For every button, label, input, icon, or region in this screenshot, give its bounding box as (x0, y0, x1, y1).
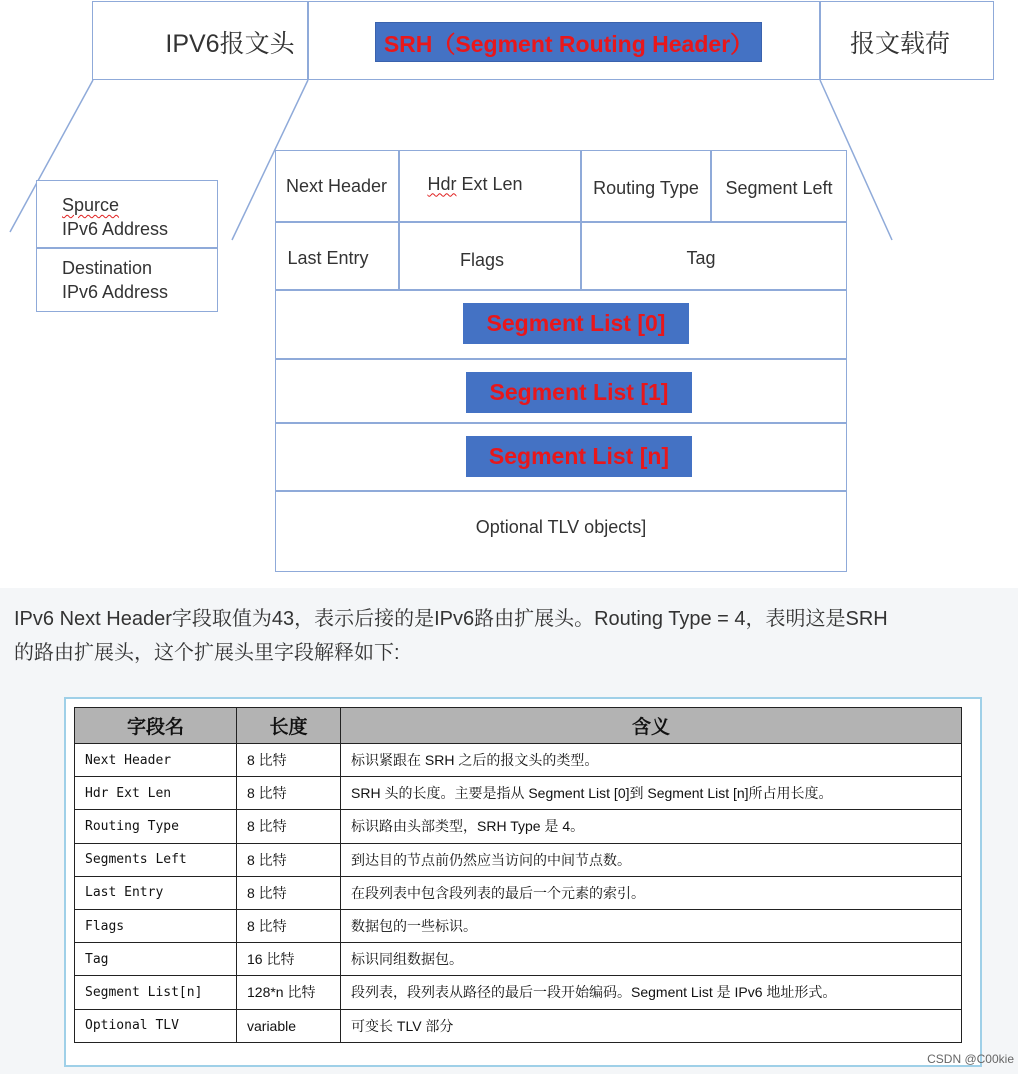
ipv6-header-label: IPV6报文头 (165, 30, 295, 58)
table-header-row (75, 708, 962, 744)
cell-field-name: Segments Left (75, 843, 237, 876)
description-text (14, 602, 1018, 674)
source-line2: IPv6 Address (62, 219, 169, 239)
col-header-field-name: 字段名 (75, 708, 237, 744)
cell-field-name: Routing Type (75, 810, 237, 843)
hdr-word: Hdr (427, 173, 457, 194)
cell-meaning: SRH 头的长度。主要是指从 Segment List [0]到 Segment List [n]所占用长度。 (341, 777, 962, 810)
cell-meaning: 数据包的一些标识。 (341, 909, 962, 942)
field-table-frame (64, 697, 982, 1067)
table-row (75, 810, 962, 843)
table-body (75, 744, 962, 1043)
field-last-entry: Last Entry (287, 247, 369, 268)
cell-field-name: Segment List[n] (75, 976, 237, 1009)
table-row (75, 943, 962, 976)
bar-divider-right (819, 1, 821, 80)
cell-meaning: 可变长 TLV 部分 (341, 1009, 962, 1042)
field-routing-type: Routing Type (593, 177, 699, 198)
field-flags: Flags (459, 249, 504, 270)
table-row (75, 909, 962, 942)
cell-length: variable (237, 1009, 341, 1042)
cell-meaning: 到达目的节点前仍然应当访问的中间节点数。 (341, 843, 962, 876)
address-divider (36, 247, 218, 249)
srh-row-divider (275, 221, 847, 223)
segment-list-0: Segment List [0] (463, 303, 689, 344)
source-address (40, 193, 216, 243)
description-line2: 的路由扩展头，这个扩展头里字段解释如下: (14, 642, 400, 664)
segment-list-1: Segment List [1] (466, 372, 692, 413)
cell-field-name: Next Header (75, 744, 237, 777)
cell-length: 128*n 比特 (237, 976, 341, 1009)
watermark: CSDN @C00kie (927, 1052, 1014, 1066)
cell-length: 16 比特 (237, 943, 341, 976)
col-header-meaning: 含义 (341, 708, 962, 744)
cell-meaning: 标识路由头部类型，SRH Type 是 4。 (341, 810, 962, 843)
field-hdr-ext-len (400, 158, 550, 210)
description-line1: IPv6 Next Header字段取值为43，表示后接的是IPv6路由扩展头。Routing Type = 4，表明这是SRH (14, 608, 888, 630)
field-table (74, 707, 962, 1043)
srh-row-divider (275, 490, 847, 492)
table-row (75, 777, 962, 810)
cell-length: 8 比特 (237, 810, 341, 843)
payload-label: 报文载荷 (849, 30, 950, 58)
srh-label: SRH（Segment Routing Header） (375, 22, 762, 62)
cell-field-name: Flags (75, 909, 237, 942)
table-row (75, 1009, 962, 1042)
table-row (75, 876, 962, 909)
destination-address (40, 256, 216, 306)
table-row (75, 843, 962, 876)
cell-length: 8 比特 (237, 876, 341, 909)
destination-line2: IPv6 Address (62, 282, 169, 302)
cell-field-name: Last Entry (75, 876, 237, 909)
field-tag: Tag (686, 247, 716, 268)
source-line1: Spurce (62, 195, 120, 215)
cell-length: 8 比特 (237, 843, 341, 876)
cell-length: 8 比特 (237, 777, 341, 810)
col-header-length: 长度 (237, 708, 341, 744)
srh-row-divider (275, 358, 847, 360)
optional-tlv-objects: Optional TLV objects] (475, 516, 647, 537)
segment-list-n: Segment List [n] (466, 436, 692, 477)
srh-row-divider (275, 422, 847, 424)
destination-line1: Destination (62, 258, 153, 278)
cell-field-name: Optional TLV (75, 1009, 237, 1042)
table-row (75, 976, 962, 1009)
cell-field-name: Hdr Ext Len (75, 777, 237, 810)
ext-len-words: Ext Len (461, 173, 523, 194)
cell-length: 8 比特 (237, 744, 341, 777)
cell-meaning: 标识紧跟在 SRH 之后的报文头的类型。 (341, 744, 962, 777)
cell-meaning: 段列表，段列表从路径的最后一段开始编码。Segment List 是 IPv6 地址形式。 (341, 976, 962, 1009)
cell-meaning: 在段列表中包含段列表的最后一个元素的索引。 (341, 876, 962, 909)
field-next-header: Next Header (285, 175, 388, 196)
cell-field-name: Tag (75, 943, 237, 976)
cell-length: 8 比特 (237, 909, 341, 942)
cell-meaning: 标识同组数据包。 (341, 943, 962, 976)
table-row (75, 744, 962, 777)
field-segment-left: Segment Left (725, 177, 833, 198)
srh-row-divider (275, 289, 847, 291)
